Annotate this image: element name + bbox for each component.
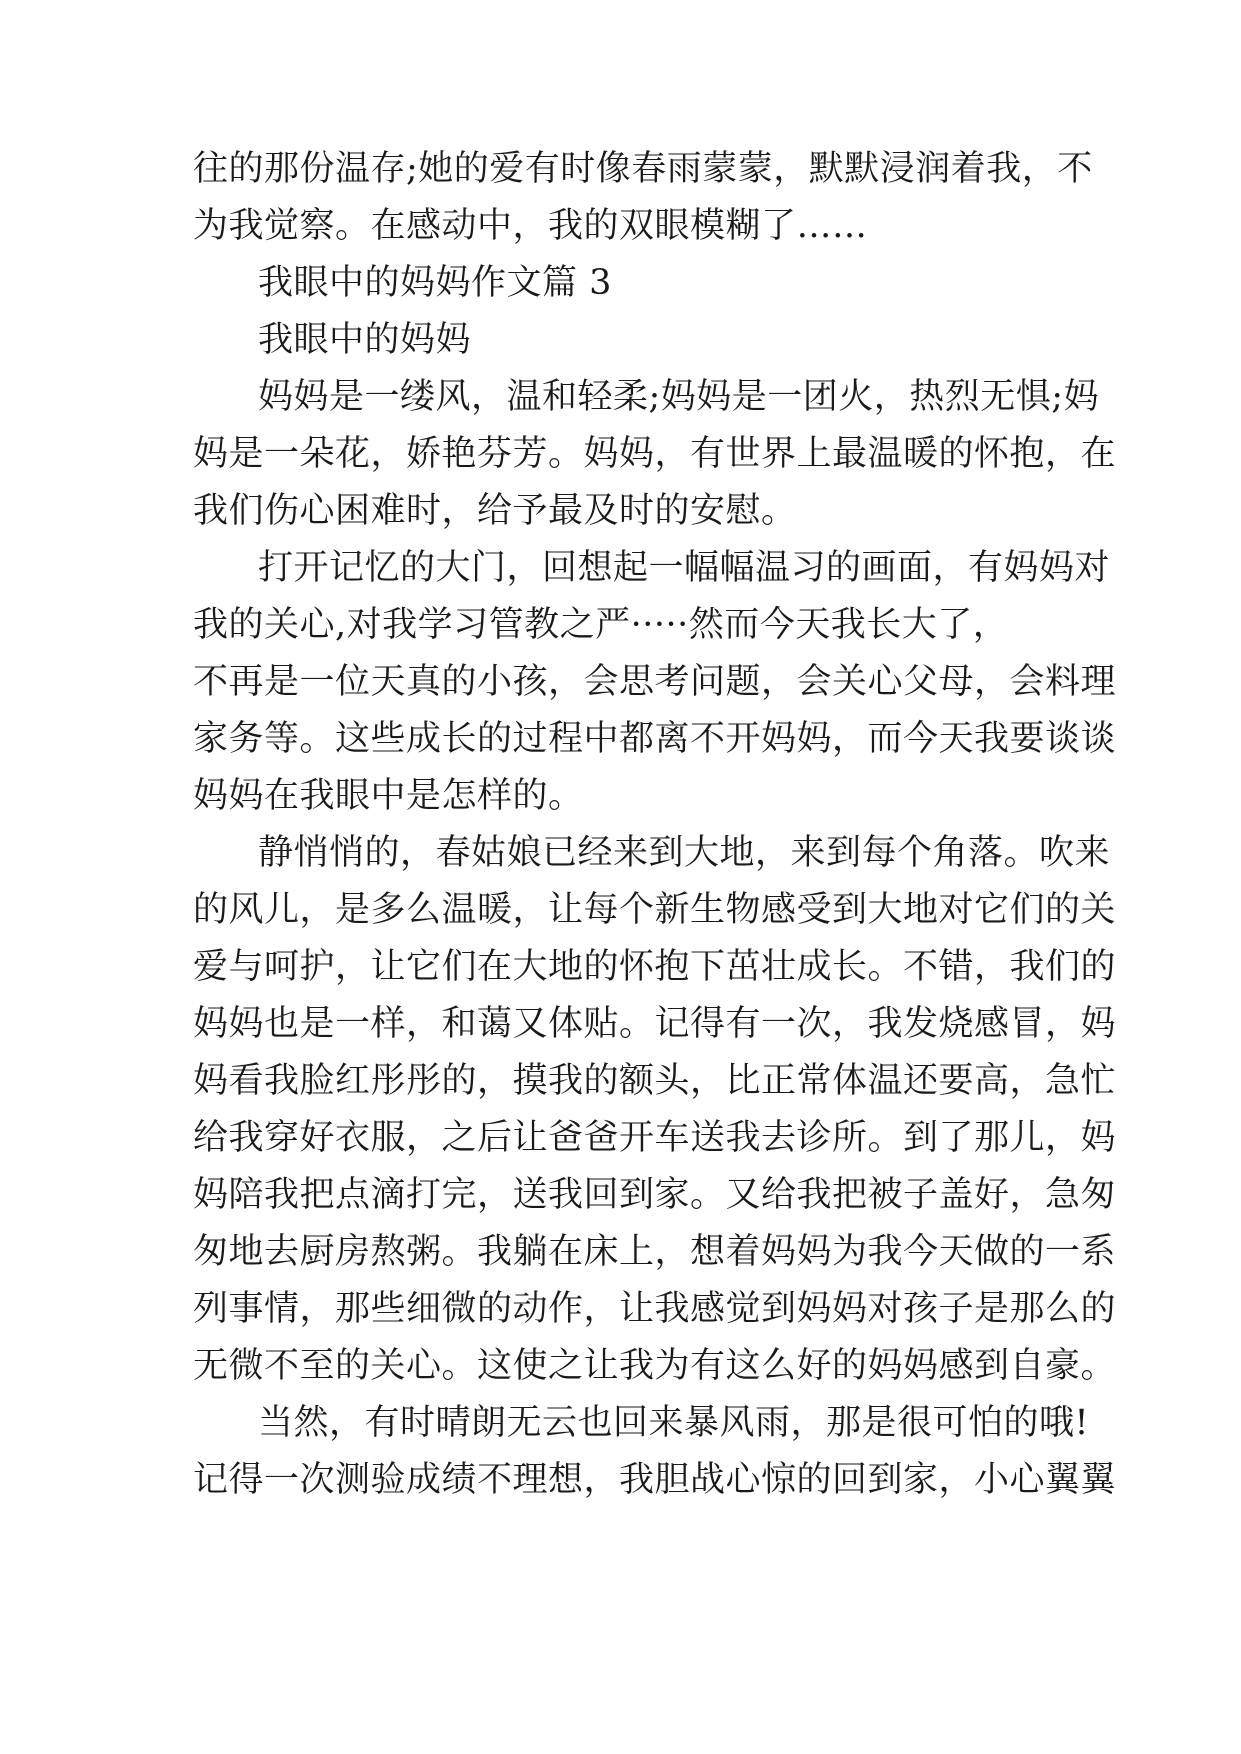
text-line: 妈妈是一缕风，温和轻柔;妈妈是一团火，热烈无惧;妈 [258,377,1100,417]
text-line: 静悄悄的，春姑娘已经来到大地，来到每个角落。吹来 [258,833,1111,873]
text-line: 打开记忆的大门，回想起一幅幅温习的画面，有妈妈对 [258,548,1111,588]
text-line: 列事情，那些细微的动作，让我感觉到妈妈对孩子是那么的 [193,1289,1117,1329]
article-subtitle: 我眼中的妈妈 [258,320,472,360]
text-line: 妈妈在我眼中是怎样的。 [193,776,584,816]
text-line: 妈是一朵花，娇艳芬芳。妈妈，有世界上最温暖的怀抱，在 [193,434,1117,474]
text-line: 无微不至的关心。这使之让我为有这么好的妈妈感到自豪。 [193,1346,1117,1386]
text-line: 家务等。这些成长的过程中都离不开妈妈，而今天我要谈谈 [193,719,1117,759]
text-line: 我的关心,对我学习管教之严·····然而今天我长大了， [193,605,1009,645]
text-line: 爱与呵护，让它们在大地的怀抱下茁壮成长。不错，我们的 [193,947,1117,987]
text-line: 我们伤心困难时，给予最及时的安慰。 [193,491,797,531]
text-line: 妈陪我把点滴打完，送我回到家。又给我把被子盖好，急匆 [193,1175,1117,1215]
text-line: 妈妈也是一样，和蔼又体贴。记得有一次，我发烧感冒，妈 [193,1004,1117,1044]
text-line: 往的那份温存;她的爱有时像春雨蒙蒙，默默浸润着我，不 [193,149,1093,189]
text-line: 的风儿，是多么温暖，让每个新生物感受到大地对它们的关 [193,890,1117,930]
text-line: 不再是一位天真的小孩，会思考问题，会关心父母，会料理 [193,662,1117,702]
text-line: 当然，有时晴朗无云也回来暴风雨，那是很可怕的哦! [258,1403,1090,1443]
text-line: 匆地去厨房熬粥。我躺在床上，想着妈妈为我今天做的一系 [193,1232,1117,1272]
text-line: 妈看我脸红彤彤的，摸我的额头，比正常体温还要高，急忙 [193,1061,1117,1101]
article-title: 我眼中的妈妈作文篇 3 [258,263,612,303]
text-line: 为我觉察。在感动中，我的双眼模糊了…… [193,206,868,246]
text-line: 记得一次测验成绩不理想，我胆战心惊的回到家，小心翼翼 [193,1460,1117,1500]
text-line: 给我穿好衣服，之后让爸爸开车送我去诊所。到了那儿，妈 [193,1118,1117,1158]
